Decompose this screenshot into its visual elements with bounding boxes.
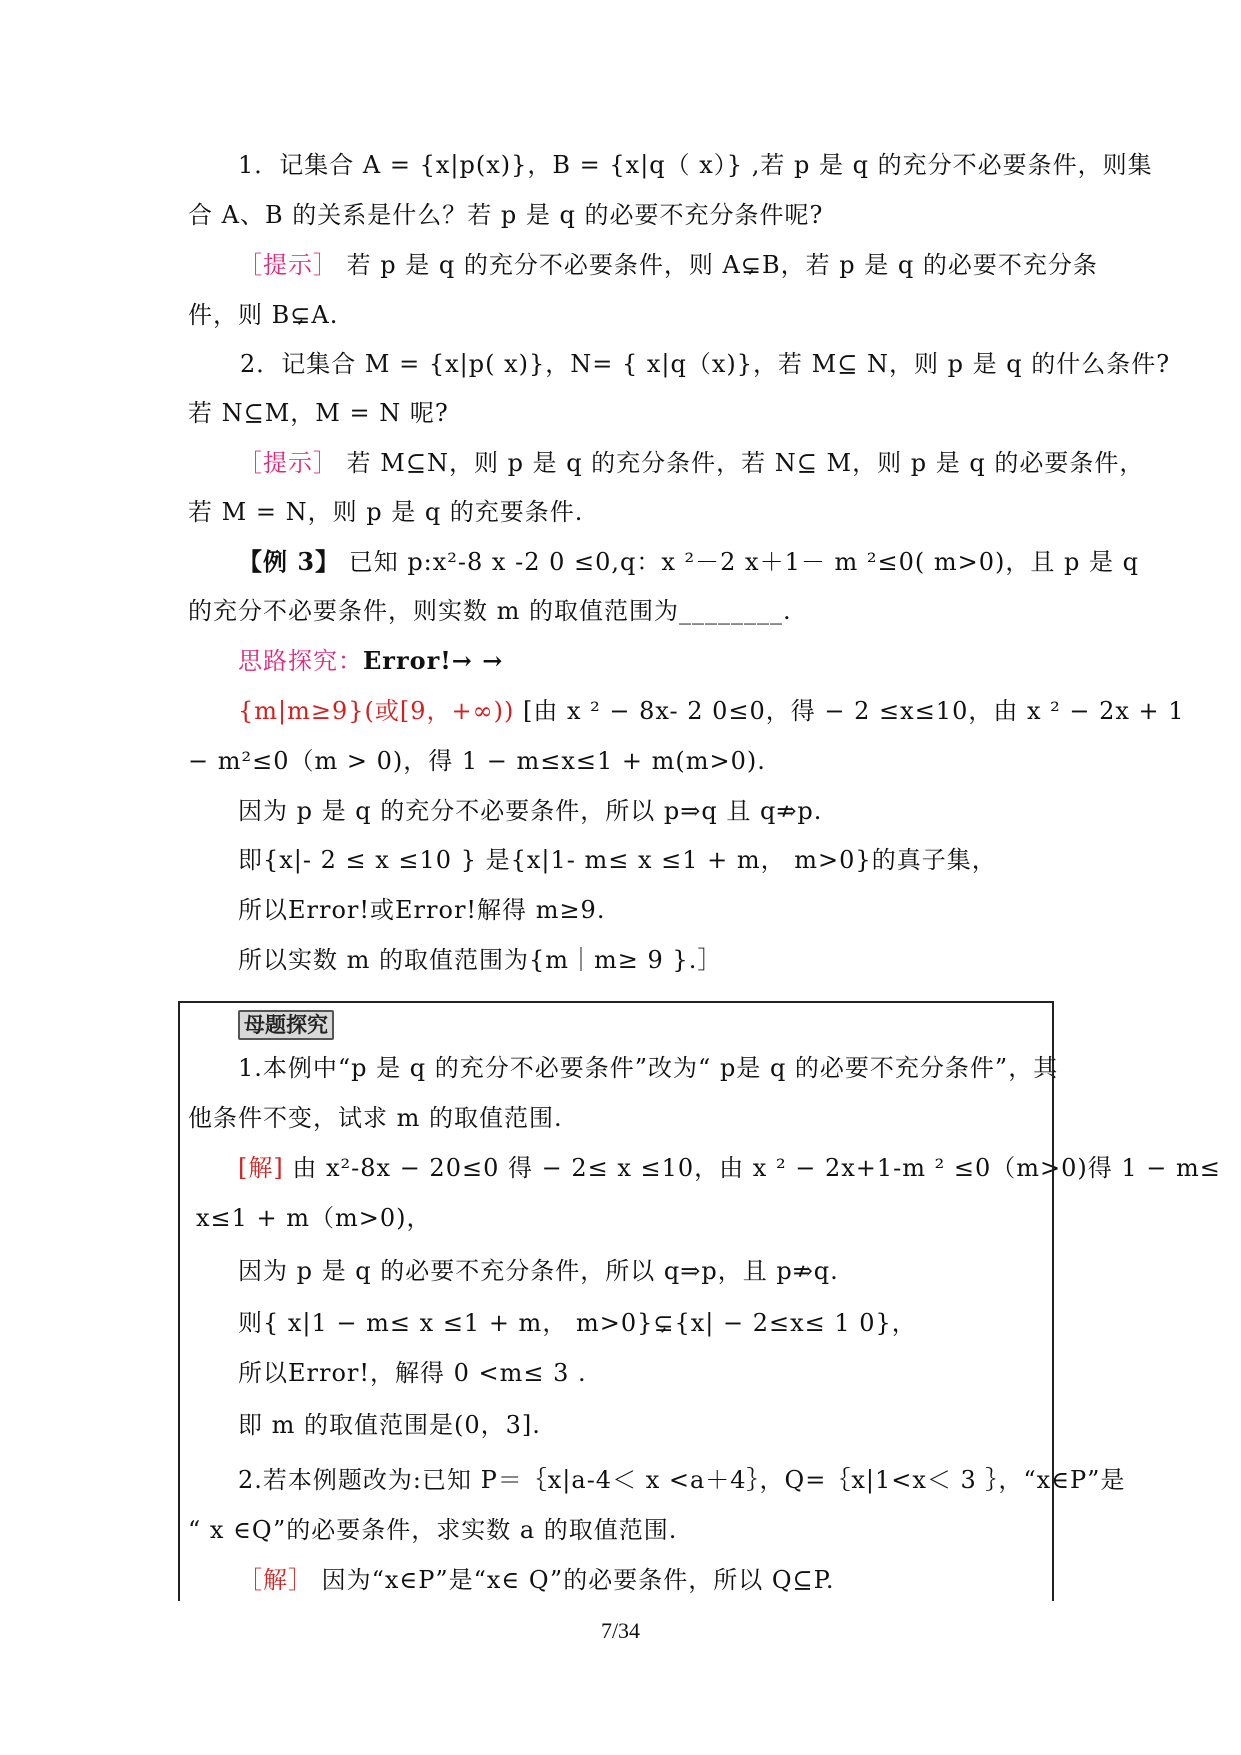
text-line bbox=[188, 497, 583, 527]
line-text: 件，则 B⊊A. bbox=[188, 301, 339, 329]
text-line bbox=[188, 596, 792, 626]
line-text: 2．记集合 M = {x|p( x)}，N= { x|q（x)}，若 M⊆ N，则 p 是 q 的什么条件? bbox=[240, 350, 1171, 378]
line-label: ［解］ bbox=[238, 1566, 313, 1594]
line-text: 所以实数 m 的取值范围为{m｜m≥ 9 }.］ bbox=[238, 946, 723, 974]
line-text: 因为“x∈P”是“x∈ Q”的必要条件，所以 Q⊆P. bbox=[313, 1566, 835, 1594]
text-line bbox=[238, 696, 1185, 726]
text-line bbox=[238, 796, 822, 826]
line-text: 的充分不必要条件，则实数 m 的取值范围为________. bbox=[188, 597, 792, 625]
variant-exercise-box bbox=[178, 1001, 1054, 1601]
page-number: 7/34 bbox=[600, 1618, 641, 1643]
text-line bbox=[238, 150, 1153, 180]
line-text: “ x ∈Q”的必要条件，求实数 a 的取值范围. bbox=[188, 1516, 678, 1544]
line-label: ［提示］ bbox=[238, 449, 338, 477]
line-text: 1．记集合 A = {x|p(x)}，B = {x|q（ x）} ,若 p 是 q 的充分不必要条件，则集 bbox=[238, 151, 1153, 179]
line-text: 若 M⊆N，则 p 是 q 的充分条件，若 N⊆ M，则 p 是 q 的必要条件， bbox=[338, 449, 1145, 477]
text-line bbox=[240, 349, 1170, 379]
line-text: 2.若本例题改为:已知 P＝｛x|a-4＜ x <a＋4｝，Q=｛x|1<x＜ 3 ｝，“x∈P”是 bbox=[238, 1466, 1126, 1494]
line-text: 他条件不变，试求 m 的取值范围. bbox=[188, 1104, 563, 1132]
line-text: 因为 p 是 q 的充分不必要条件，所以 p⇒q 且 q⇏p. bbox=[238, 797, 823, 825]
text-line bbox=[238, 845, 997, 875]
text-line bbox=[188, 398, 449, 428]
line-text: 1.本例中“p 是 q 的充分不必要条件”改为“ p是 q 的必要不充分条件”，其 bbox=[238, 1054, 1059, 1082]
line-text: 因为 p 是 q 的必要不充分条件，所以 q⇒p，且 p⇏q. bbox=[238, 1257, 839, 1285]
line-text: 合 A、B 的关系是什么？若 p 是 q 的必要不充分条件呢? bbox=[188, 201, 824, 229]
text-line bbox=[238, 547, 1139, 577]
line-label: 思路探究： bbox=[238, 647, 363, 675]
line-text: 若 N⊆M，M = N 呢? bbox=[188, 399, 449, 427]
variant-exercise-tag: 母题探究 bbox=[238, 1010, 334, 1040]
text-line bbox=[238, 895, 605, 925]
text-line bbox=[238, 646, 503, 676]
line-text: 若 p 是 q 的充分不必要条件，则 A⊊B，若 p 是 q 的必要不充分条 bbox=[338, 251, 1098, 279]
line-text: 由 x²-8x − 20≤0 得 − 2≤ x ≤10，由 x ² − 2x+1-m ² ≤0（m>0)得 1 − m≤ bbox=[283, 1154, 1221, 1182]
line-label: {m|m≥9}(或[9，+∞)) bbox=[238, 697, 515, 725]
line-text: 则{ x|1 − m≤ x ≤1 + m， m>0}⊊{x| − 2≤x≤ 1 0}， bbox=[238, 1309, 917, 1337]
line-text: 所以Error!或Error!解得 m≥9. bbox=[238, 896, 606, 924]
line-text: 即{x|- 2 ≤ x ≤10 } 是{x|1- m≤ x ≤1 + m， m>0}的真子集， bbox=[238, 846, 997, 874]
line-label: ［提示］ bbox=[238, 251, 338, 279]
text-line bbox=[188, 300, 338, 330]
text-line bbox=[238, 448, 1144, 478]
text-line bbox=[188, 200, 823, 230]
line-text: [由 x ² − 8x- 2 0≤0，得 − 2 ≤x≤10，由 x ² − 2x + 1 bbox=[514, 697, 1185, 725]
line-text: Error!→ → bbox=[363, 646, 504, 675]
text-line bbox=[238, 250, 1098, 280]
line-label: [解] bbox=[238, 1154, 284, 1182]
text-line bbox=[188, 746, 766, 776]
line-text: 若 M = N，则 p 是 q 的充要条件. bbox=[188, 498, 584, 526]
line-text: 已知 p:x²-8 x -2 0 ≤0,q：x ²－2 x＋1－ m ²≤0( m>0)，且 p 是 q bbox=[340, 548, 1139, 576]
line-label: 【例 3】 bbox=[238, 547, 341, 576]
line-text: 所以Error!，解得 0 <m≤ 3 . bbox=[238, 1359, 587, 1387]
line-text: − m²≤0（m > 0)，得 1 − m≤x≤1 + m(m>0). bbox=[188, 747, 766, 775]
text-line bbox=[238, 945, 722, 975]
line-text: x≤1 + m（m>0)， bbox=[196, 1204, 432, 1232]
line-text: 即 m 的取值范围是(0，3]. bbox=[238, 1411, 541, 1439]
